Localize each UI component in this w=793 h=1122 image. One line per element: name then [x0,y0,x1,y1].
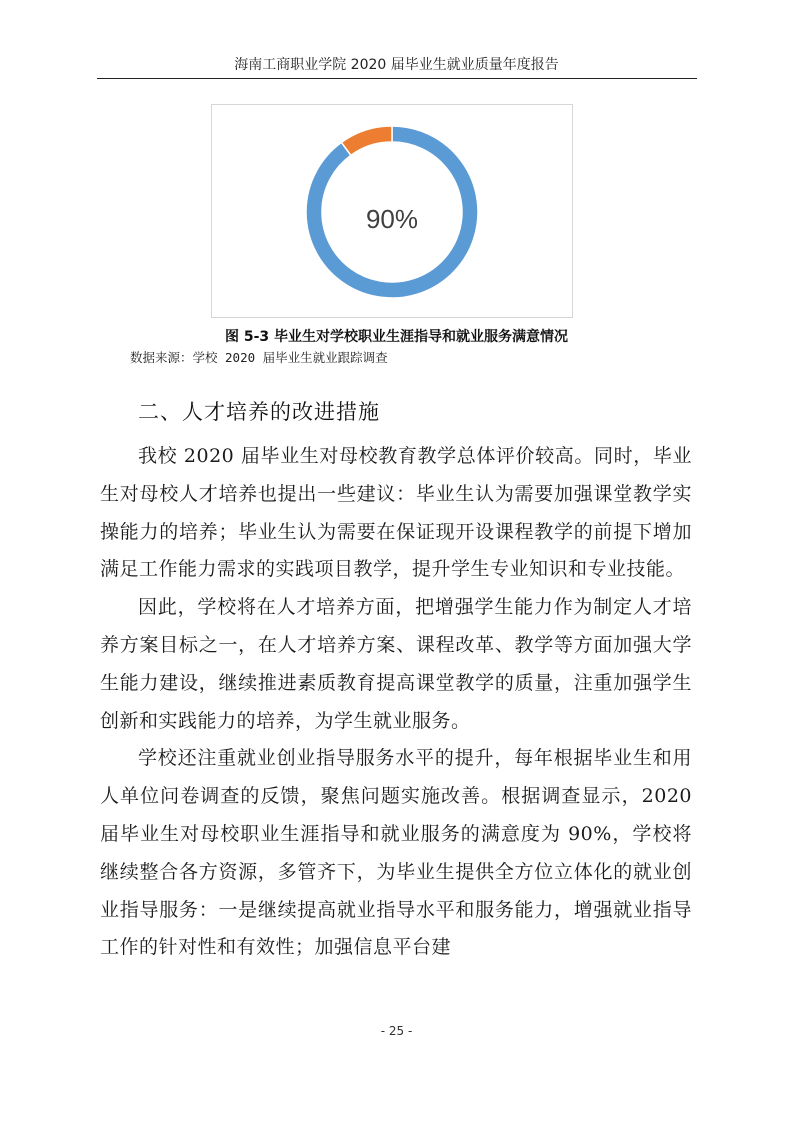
donut-chart-svg [212,105,572,317]
figure-caption: 图 5-3 毕业生对学校职业生涯指导和就业服务满意情况 [224,329,569,345]
paragraph-talent-cultivation: 因此，学校将在人才培养方面，把增强学生能力作为制定人才培养方案目标之一，在人才培养方案、课程改革、教学等方面加强大学生能力建设，继续推进素质教育提高课堂教学的质量，注重加强学生创新和实践能力的培养，为学生就业服务。 [100,596,692,732]
running-header: 海南工商职业学院 2020 届毕业生就业质量年度报告 [234,57,559,73]
donut-slice-1 [341,126,392,155]
page-number: - 25 - [380,1024,413,1038]
data-source-note: 数据来源：学校 2020 届毕业生就业跟踪调查 [130,350,388,365]
body-text [100,438,692,967]
paragraph-career-guidance: 学校还注重就业创业指导服务水平的提升，每年根据毕业生和用人单位问卷调查的反馈，聚焦问题实施改善。根据调查显示，2020 届毕业生对母校职业生涯指导和就业服务的满意度为 90%，学校将继续整合各方资源，多管齐下，为毕业生提供全方位立体化的就业创业指导服务：一是继续提高就业指导水平和服务能力，增强就业指导工作的针对性和有效性；加强信息平台建 [100,747,692,959]
paragraph-evaluation: 我校 2020 届毕业生对母校教育教学总体评价较高。同时，毕业生对母校人才培养也提出一些建议：毕业生认为需要加强课堂教学实操能力的培养；毕业生认为需要在保证现开设课程教学的前提下增加满足工作能力需求的实践项目教学，提升学生专业知识和专业技能。 [100,445,692,581]
donut-chart [211,104,573,318]
header-rule [97,78,697,79]
donut-center-label: 90% [365,203,419,234]
section-heading: 二、人才培养的改进措施 [138,400,380,424]
